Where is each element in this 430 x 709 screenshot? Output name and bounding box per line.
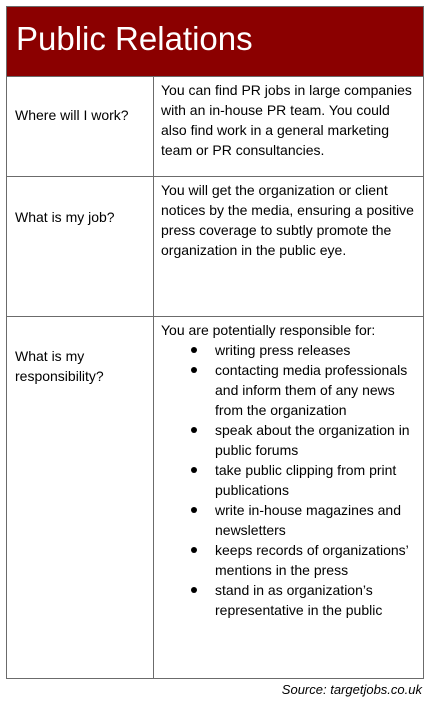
- responsibility-list: [161, 340, 419, 620]
- bullet-icon: [191, 587, 197, 593]
- question-job: What is my job?: [15, 209, 115, 225]
- bullet-icon: [191, 547, 197, 553]
- bullet-icon: [191, 427, 197, 433]
- bullet-icon: [191, 347, 197, 353]
- list-item: [161, 580, 419, 620]
- bullet-icon: [191, 467, 197, 473]
- info-card: [6, 6, 424, 679]
- list-item-text: take public clipping from print publications: [215, 462, 397, 498]
- answer-where: You can find PR jobs in large companies with an in-house PR team. You could also find work in a general marketing team or PR consultancies.: [161, 82, 412, 158]
- list-item-text: speak about the organization in public forums: [215, 422, 410, 458]
- table-row-job: [7, 177, 423, 317]
- list-item: [161, 500, 419, 540]
- title-banner: [7, 7, 423, 77]
- list-item: [161, 360, 419, 420]
- answer-job: You will get the organization or client notices by the media, ensuring a positive press coverage to subtly promote the organization in the public eye.: [161, 182, 414, 258]
- list-item-text: contacting media professionals and inform them of any news from the organization: [215, 362, 408, 418]
- bullet-icon: [191, 367, 197, 373]
- list-item: [161, 540, 419, 580]
- bullet-icon: [191, 507, 197, 513]
- list-item: [161, 420, 419, 460]
- question-responsibility: What is my responsibility?: [15, 348, 104, 384]
- list-item: [161, 460, 419, 500]
- list-item-text: stand in as organization’s representative in the public: [215, 582, 383, 618]
- page-title: Public Relations: [16, 20, 253, 57]
- list-item: [161, 340, 419, 360]
- question-where: Where will I work?: [15, 107, 129, 123]
- table-row-where: [7, 77, 423, 177]
- answer-responsibility: [161, 320, 419, 620]
- source-caption: Source: targetjobs.co.uk: [281, 682, 422, 697]
- list-item-text: writing press releases: [215, 342, 351, 358]
- responsibility-intro: You are potentially responsible for:: [161, 322, 376, 338]
- list-item-text: keeps records of organizations’ mentions in the press: [215, 542, 409, 578]
- list-item-text: write in-house magazines and newsletters: [215, 502, 401, 538]
- table-row-responsibility: [7, 317, 423, 678]
